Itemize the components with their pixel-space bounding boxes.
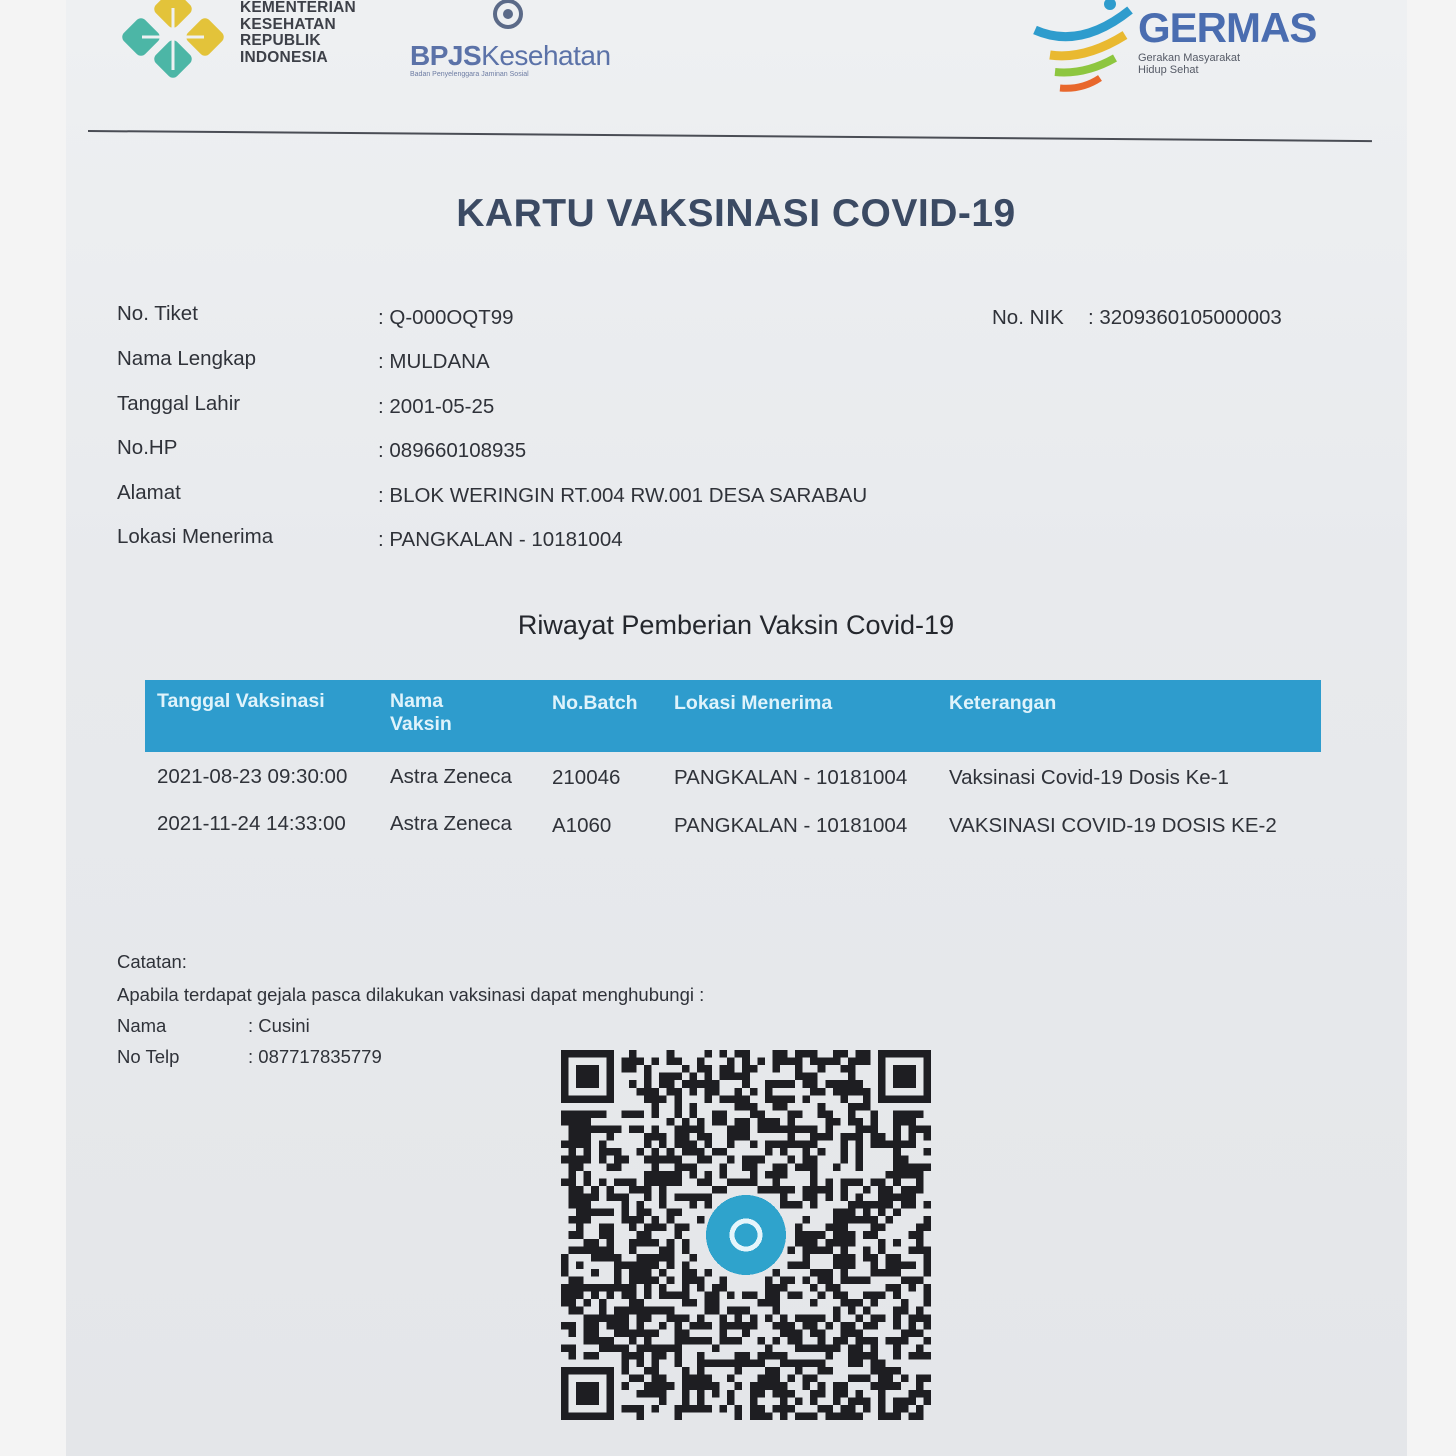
row1-remarks: Vaksinasi Covid-19 Dosis Ke-1 [949, 766, 1229, 789]
col-header-location: Lokasi Menerima [674, 692, 833, 714]
contact-phone-label: No Telp [117, 1046, 180, 1067]
row2-location: PANGKALAN - 10181004 [674, 814, 908, 837]
col-header-vaccine: Nama Vaksin [390, 690, 452, 735]
row2-vaccine: Astra Zeneca [390, 812, 512, 835]
row1-location: PANGKALAN - 10181004 [674, 766, 908, 789]
bpjs-logo-icon [478, 0, 538, 40]
qr-finder-bottom-left [561, 1367, 614, 1420]
row2-date: 2021-11-24 14:33:00 [157, 812, 346, 835]
nik-value: : 3209360105000003 [1088, 306, 1282, 329]
bpjs-wordmark: BPJSKesehatan [410, 40, 611, 71]
history-title: Riwayat Pemberian Vaksin Covid-19 [517, 610, 955, 640]
germas-logo-icon [1030, 0, 1140, 100]
card-title: KARTU VAKSINASI COVID-19 [456, 192, 1016, 235]
row1-vaccine: Astra Zeneca [390, 765, 512, 788]
qr-center-logo [706, 1195, 786, 1275]
notes-text: Apabila terdapat gejala pasca dilakukan vaksinasi dapat menghubungi : [117, 984, 705, 1005]
location-value: : PANGKALAN - 10181004 [378, 528, 623, 551]
qr-finder-top-right [878, 1050, 931, 1103]
germas-subtitle: Gerakan Masyarakat Hidup Sehat [1138, 52, 1241, 76]
location-label: Lokasi Menerima [117, 525, 274, 548]
germas-wordmark: GERMAS [1138, 4, 1317, 51]
row1-batch: 210046 [552, 766, 621, 789]
notes-heading: Catatan: [117, 951, 187, 972]
qr-code [556, 1050, 936, 1420]
birth-date-label: Tanggal Lahir [117, 392, 241, 415]
col-header-remarks: Keterangan [949, 692, 1057, 714]
address-value: : BLOK WERINGIN RT.004 RW.001 DESA SARABAU [378, 484, 868, 507]
bpjs-subtitle: Badan Penyelenggara Jaminan Sosial [410, 71, 529, 78]
ticket-value: : Q-000OQT99 [378, 306, 514, 329]
col-header-batch: No.Batch [552, 692, 638, 714]
address-label: Alamat [117, 481, 181, 504]
kemenkes-name: KEMENTERIAN KESEHATAN REPUBLIK INDONESIA [240, 0, 356, 66]
col-header-date: Tanggal Vaksinasi [157, 690, 325, 712]
kemenkes-logo [120, 0, 226, 80]
phone-value: : 089660108935 [378, 439, 527, 462]
contact-phone-value: : 087717835779 [248, 1046, 382, 1067]
contact-name-value: : Cusini [248, 1015, 310, 1036]
row1-date: 2021-08-23 09:30:00 [157, 765, 348, 788]
phone-label: No.HP [117, 436, 178, 459]
nik-label: No. NIK [992, 306, 1064, 329]
qr-finder-top-left [561, 1050, 614, 1103]
birth-date-value: : 2001-05-25 [378, 395, 495, 418]
full-name-label: Nama Lengkap [117, 347, 257, 370]
ticket-label: No. Tiket [117, 302, 198, 325]
contact-name-label: Nama [117, 1015, 167, 1036]
row2-batch: A1060 [552, 814, 612, 837]
full-name-value: : MULDANA [378, 350, 490, 373]
row2-remarks: VAKSINASI COVID-19 DOSIS KE-2 [949, 814, 1277, 837]
